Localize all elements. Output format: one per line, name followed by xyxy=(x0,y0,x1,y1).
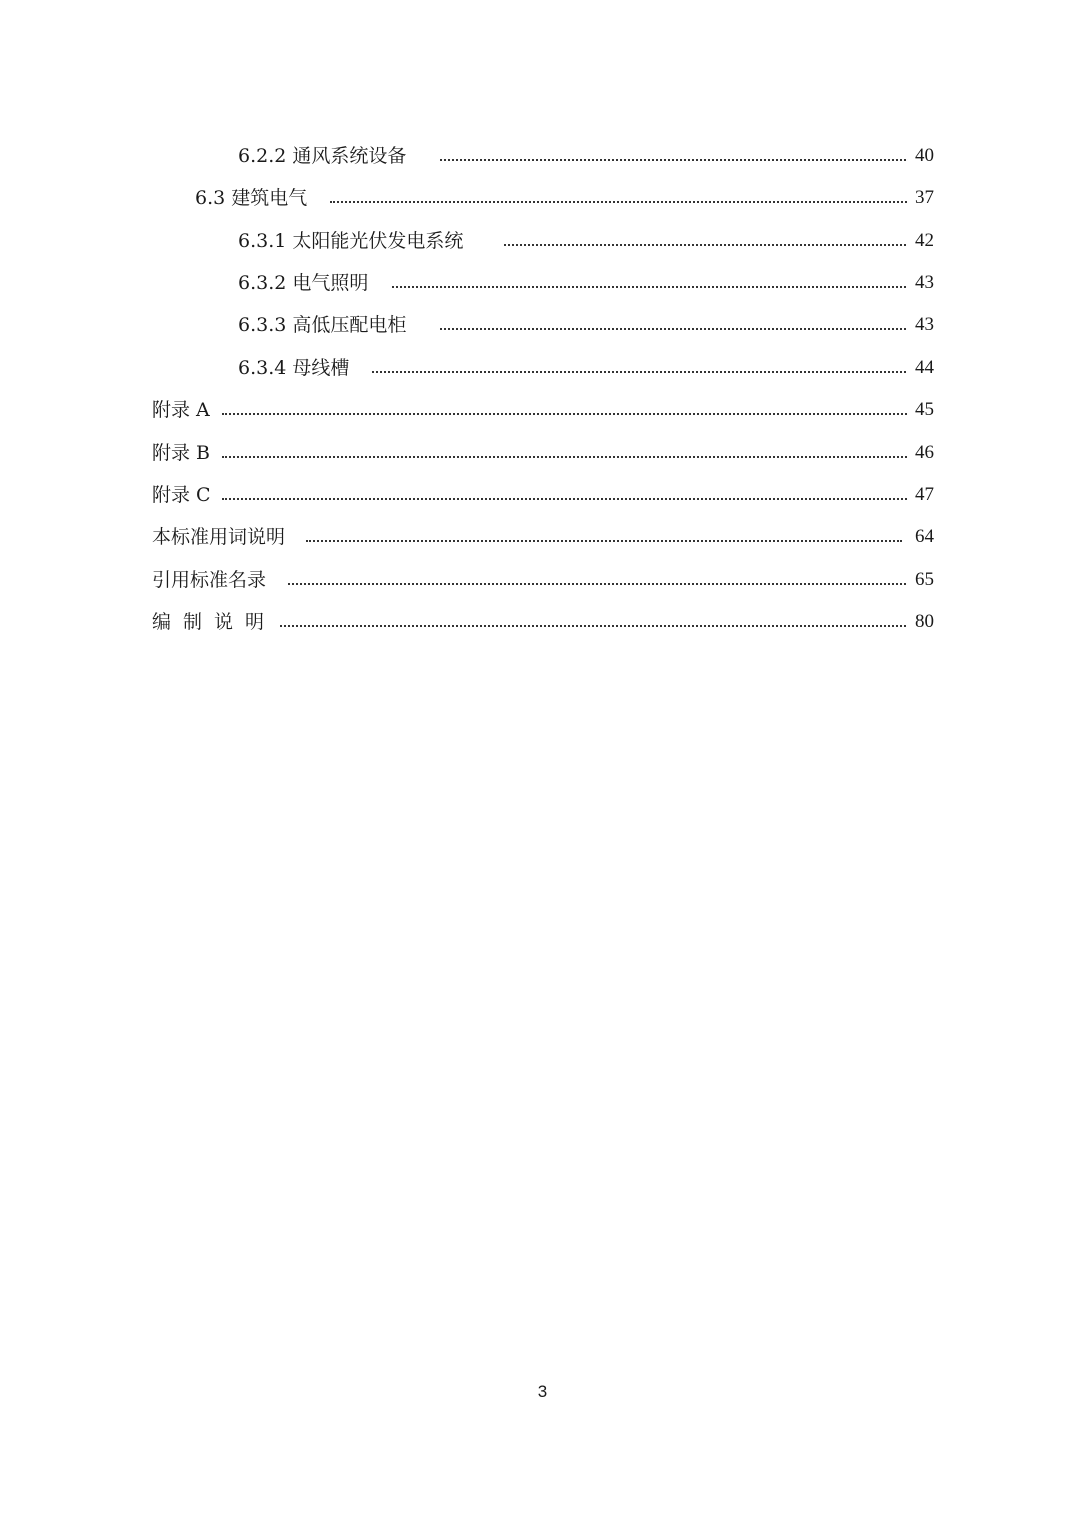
toc-entry-label: 6.3 建筑电气 xyxy=(195,183,309,213)
toc-entry-page: 47 xyxy=(908,480,934,510)
toc-entry-page: 43 xyxy=(908,310,934,340)
toc-entry-page: 65 xyxy=(908,565,934,595)
toc-entry-compilation-notes[interactable] xyxy=(0,607,1080,637)
toc-entry-6-2-2[interactable] xyxy=(0,141,1080,171)
toc-entry-label: 编制说明 xyxy=(152,607,278,637)
toc-entry-6-3-4[interactable] xyxy=(0,353,1080,383)
toc-entry-page: 43 xyxy=(908,268,934,298)
toc-entry-appendix-a[interactable] xyxy=(0,395,1080,425)
toc-leader-dots xyxy=(440,328,910,330)
toc-entry-label: 本标准用词说明 xyxy=(152,522,287,552)
toc-leader-dots xyxy=(288,583,910,585)
toc-entry-label: 6.3.3 高低压配电柜 xyxy=(238,310,408,340)
toc-entry-page: 44 xyxy=(908,353,934,383)
toc-entry-terms-explanation[interactable] xyxy=(0,522,1080,552)
page-number: 3 xyxy=(537,1382,548,1401)
toc-entry-page: 80 xyxy=(908,607,934,637)
toc-leader-dots xyxy=(222,498,910,500)
toc-entry-label: 6.2.2 通风系统设备 xyxy=(238,141,408,171)
toc-entry-page: 46 xyxy=(908,438,934,468)
toc-entry-page: 37 xyxy=(908,183,934,213)
toc-entry-page: 64 xyxy=(908,522,934,552)
toc-leader-dots xyxy=(276,625,910,627)
toc-entry-label: 附录 C xyxy=(152,480,213,510)
toc-leader-dots xyxy=(440,159,910,161)
toc-leader-dots xyxy=(372,371,910,373)
toc-leader-dots xyxy=(306,540,902,542)
toc-entry-page: 42 xyxy=(908,226,934,256)
toc-entry-appendix-c[interactable] xyxy=(0,480,1080,510)
toc-entry-6-3-2[interactable] xyxy=(0,268,1080,298)
toc-entry-label: 6.3.2 电气照明 xyxy=(238,268,370,298)
toc-entry-appendix-b[interactable] xyxy=(0,438,1080,468)
toc-entry-6-3-3[interactable] xyxy=(0,310,1080,340)
toc-entry-page: 45 xyxy=(908,395,934,425)
table-of-contents xyxy=(0,0,1080,700)
toc-entry-page: 40 xyxy=(908,141,934,171)
toc-entry-label: 6.3.1 太阳能光伏发电系统 xyxy=(238,226,465,256)
toc-entry-6-3[interactable] xyxy=(0,183,1080,213)
toc-leader-dots xyxy=(392,286,910,288)
toc-entry-referenced-standards[interactable] xyxy=(0,565,1080,595)
toc-leader-dots xyxy=(330,201,910,203)
toc-entry-6-3-1[interactable] xyxy=(0,226,1080,256)
toc-leader-dots xyxy=(222,413,910,415)
toc-entry-label: 6.3.4 母线槽 xyxy=(238,353,351,383)
toc-leader-dots xyxy=(222,456,910,458)
toc-entry-label: 引用标准名录 xyxy=(152,565,268,595)
toc-entry-label: 附录 A xyxy=(152,395,212,425)
toc-leader-dots xyxy=(504,244,910,246)
toc-entry-label: 附录 B xyxy=(152,438,212,468)
